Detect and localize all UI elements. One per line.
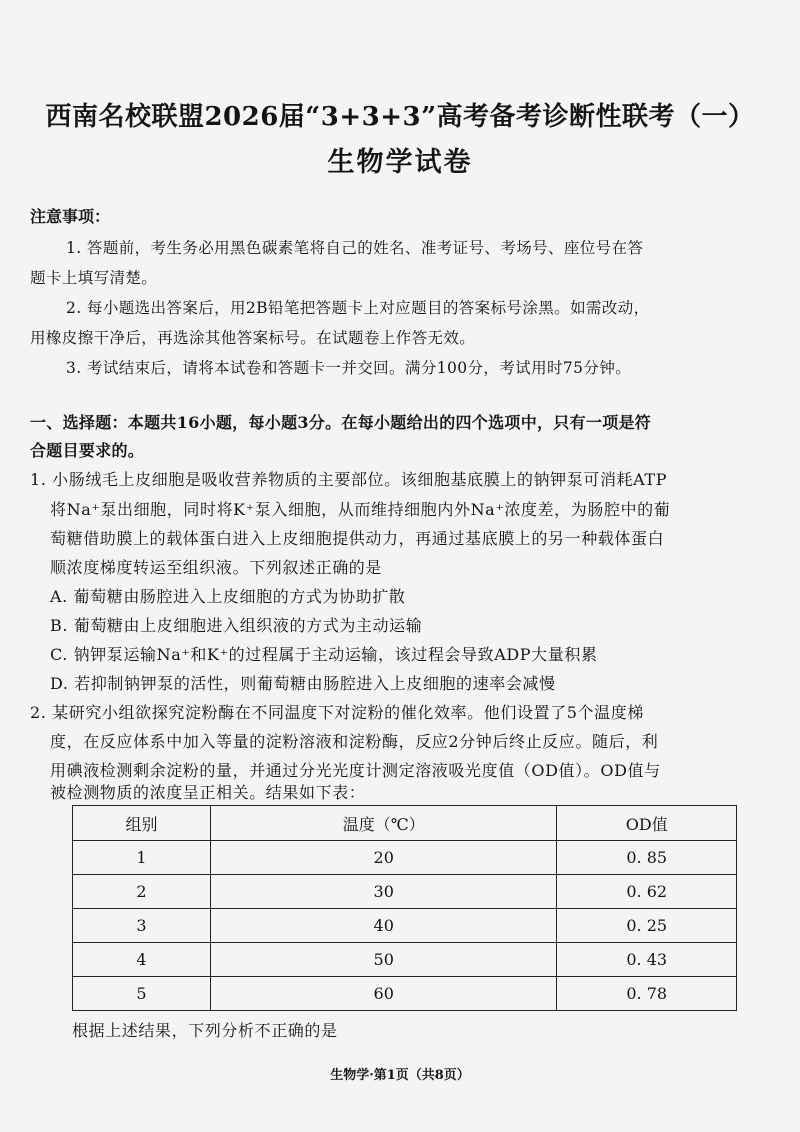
table-row [73,841,737,875]
question-2-prompt: 根据上述结果，下列分析不正确的是 [72,1021,338,1040]
cell-od-value: 0. 62 [557,875,737,909]
question-1-stem: 顺浓度梯度转运至组织液。下列叙述正确的是 [50,558,383,577]
table-row [73,875,737,909]
header-temperature: 温度（℃） [210,806,556,841]
question-1-option-b: B. 葡萄糖由上皮细胞进入组织液的方式为主动运输 [50,616,423,635]
table-row [73,909,737,943]
notice-line: 题卡上填写清楚。 [30,269,158,287]
page-footer: 生物学·第1页（共8页） [330,1068,470,1083]
cell-group: 4 [73,943,211,977]
exam-title: 西南名校联盟2026届“3+3+3”高考备考诊断性联考（一） [45,102,755,132]
cell-od-value: 0. 78 [557,977,737,1011]
notice-line: 2. 每小题选出答案后，用2B铅笔把答题卡上对应题目的答案标号涂黑。如需改动， [66,299,650,317]
section-heading: 一、选择题：本题共16小题，每小题3分。在每小题给出的四个选项中，只有一项是符 [30,413,652,432]
cell-od-value: 0. 25 [557,909,737,943]
question-2-stem: 被检测物质的浓度呈正相关。结果如下表： [50,783,366,802]
cell-temperature: 40 [210,909,556,943]
question-2-stem: 用碘液检测剩余淀粉的量，并通过分光光度计测定溶液吸光度值（OD值）。OD值与 [50,761,661,780]
question-1-stem: 1. 小肠绒毛上皮细胞是吸收营养物质的主要部位。该细胞基底膜上的钠钾泵可消耗ATP [30,470,668,489]
cell-od-value: 0. 43 [557,943,737,977]
cell-group: 2 [73,875,211,909]
table-row [73,977,737,1011]
cell-group: 5 [73,977,211,1011]
cell-od-value: 0. 85 [557,841,737,875]
results-table [72,805,737,1011]
question-1-option-a: A. 葡萄糖由肠腔进入上皮细胞的方式为协助扩散 [50,587,406,606]
notice-line: 用橡皮擦干净后，再选涂其他答案标号。在试题卷上作答无效。 [30,329,476,347]
header-group: 组别 [73,806,211,841]
question-1-stem: 萄糖借助膜上的载体蛋白进入上皮细胞提供动力，再通过基底膜上的另一种载体蛋白 [50,529,665,548]
cell-temperature: 50 [210,943,556,977]
table-row [73,943,737,977]
notice-heading: 注意事项： [30,207,111,226]
table-header-row [73,806,737,841]
cell-temperature: 60 [210,977,556,1011]
question-2-stem: 2. 某研究小组欲探究淀粉酶在不同温度下对淀粉的催化效率。他们设置了5个温度梯 [30,703,644,722]
question-2-stem: 度，在反应体系中加入等量的淀粉溶液和淀粉酶，反应2分钟后终止反应。随后，利 [50,732,659,751]
notice-line: 1. 答题前，考生务必用黑色碳素笔将自己的姓名、准考证号、考场号、座位号在答 [66,239,644,257]
cell-group: 1 [73,841,211,875]
notice-line: 3. 考试结束后，请将本试卷和答题卡一并交回。满分100分，考试用时75分钟。 [66,359,632,377]
cell-group: 3 [73,909,211,943]
exam-subject-title: 生物学试卷 [327,147,473,178]
question-1-option-c: C. 钠钾泵运输Na⁺和K⁺的过程属于主动运输，该过程会导致ADP大量积累 [50,645,598,664]
cell-temperature: 20 [210,841,556,875]
section-heading-cont: 合题目要求的。 [30,441,145,460]
question-1-option-d: D. 若抑制钠钾泵的活性，则葡萄糖由肠腔进入上皮细胞的速率会减慢 [50,674,556,693]
question-1-stem: 将Na⁺泵出细胞，同时将K⁺泵入细胞，从而维持细胞内外Na⁺浓度差，为肠腔中的葡 [50,500,671,519]
header-od-value: OD值 [557,806,737,841]
cell-temperature: 30 [210,875,556,909]
